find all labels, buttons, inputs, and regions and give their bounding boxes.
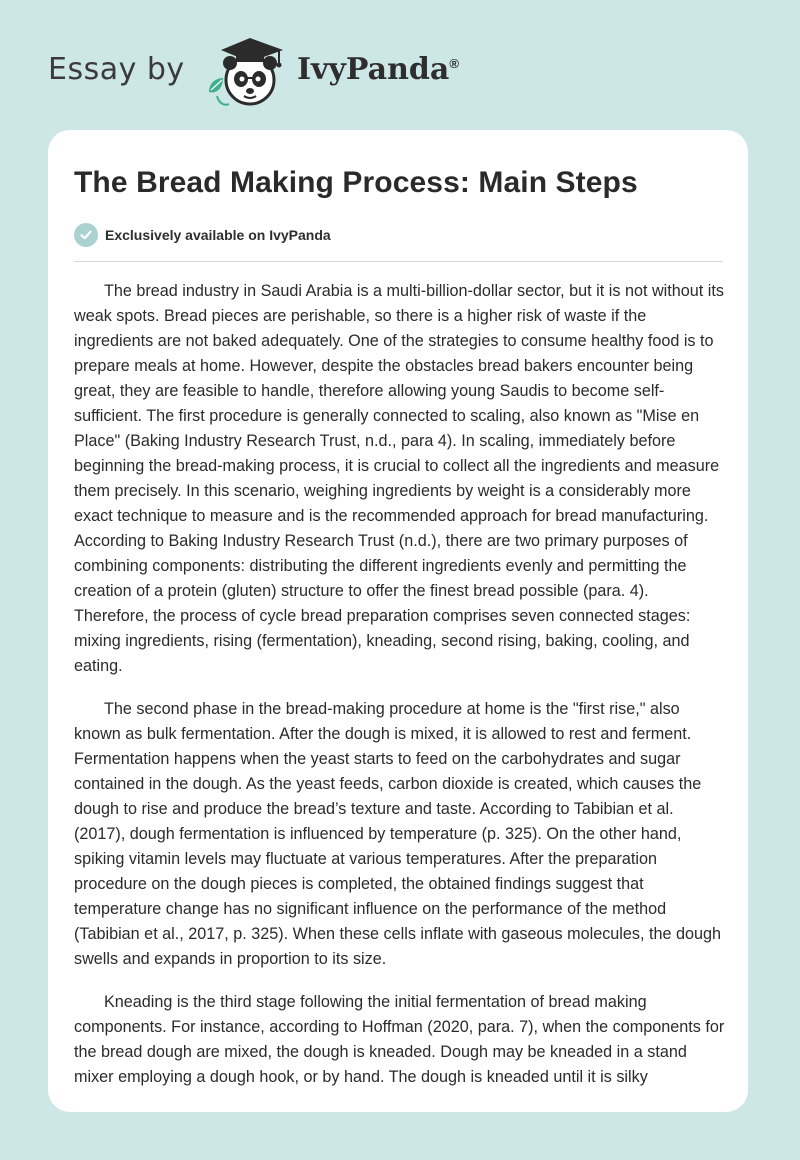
brand-name[interactable]	[297, 52, 459, 87]
essay-title: The Bread Making Process: Main Steps	[74, 166, 638, 199]
exclusive-badge	[74, 222, 331, 248]
paragraph-3: Kneading is the third stage following the initial fermentation of bread making components. For instance, according to Hoffman (2020, para. 7), when the components for the bread dough are mixed, the dough is kneaded. Dough may be kneaded in a stand mixer employing a dough hook, or by hand. The dough is kneaded until it is silky	[74, 993, 725, 1086]
panda-logo-icon[interactable]	[203, 34, 289, 110]
essay-body	[74, 279, 726, 1108]
paragraph-2: The second phase in the bread-making procedure at home is the "first rise," also known as bulk fermentation. After the dough is mixed, it is allowed to rest and ferment. Fermentation happens when the yeast starts to feed on the carbohydrates and sugar contained in the dough. As the yeast feeds, carbon dioxide is created, which causes the dough to rise and produce the bread’s texture and taste. According to Tabibian et al. (2017), dough fermentation is influenced by temperature (p. 325). On the other hand, spiking vitamin levels may fluctuate at various temperatures. After the preparation procedure on the dough pieces is completed, the obtained findings suggest that temperature change has no significant influence on the performance of the method (Tabibian et al., 2017, p. 325). When these cells inflate with gaseous molecules, the dough swells and expands in proportion to its size.	[74, 700, 721, 968]
divider	[74, 261, 723, 262]
site-header	[48, 32, 548, 112]
essay-by-label: Essay by	[48, 52, 185, 87]
brand-text: IvyPanda	[297, 52, 450, 87]
essay-card	[48, 130, 748, 1112]
registered-mark: ®	[449, 56, 459, 71]
check-circle-icon	[74, 223, 98, 247]
paragraph-1: The bread industry in Saudi Arabia is a multi-billion-dollar sector, but it is not without its weak spots. Bread pieces are perishable, so there is a higher risk of waste if the ingredients are not baked adequately. One of the strategies to consume healthy food is to prepare meals at home. However, despite the obstacles bread bakers encounter being great, they are feasible to handle, therefore allowing young Saudis to become self-sufficient. The first procedure is generally connected to scaling, also known as "Mise en Place" (Baking Industry Research Trust, n.d., para 4). In scaling, immediately before beginning the bread-making process, it is crucial to collect all the ingredients and measure them precisely. In this scenario, weighing ingredients by weight is a considerably more exact technique to measure and is the recommended approach for bread manufacturing. According to Baking Industry Research Trust (n.d.), there are two primary purposes of combining components: distributing the different ingredients evenly and permitting the creation of a protein (gluten) structure to offer the finest bread possible (para. 4). Therefore, the process of cycle bread preparation comprises seven connected stages: mixing ingredients, rising (fermentation), kneading, second rising, baking, cooling, and eating.	[74, 282, 724, 675]
exclusive-label: Exclusively available on IvyPanda	[105, 227, 331, 243]
